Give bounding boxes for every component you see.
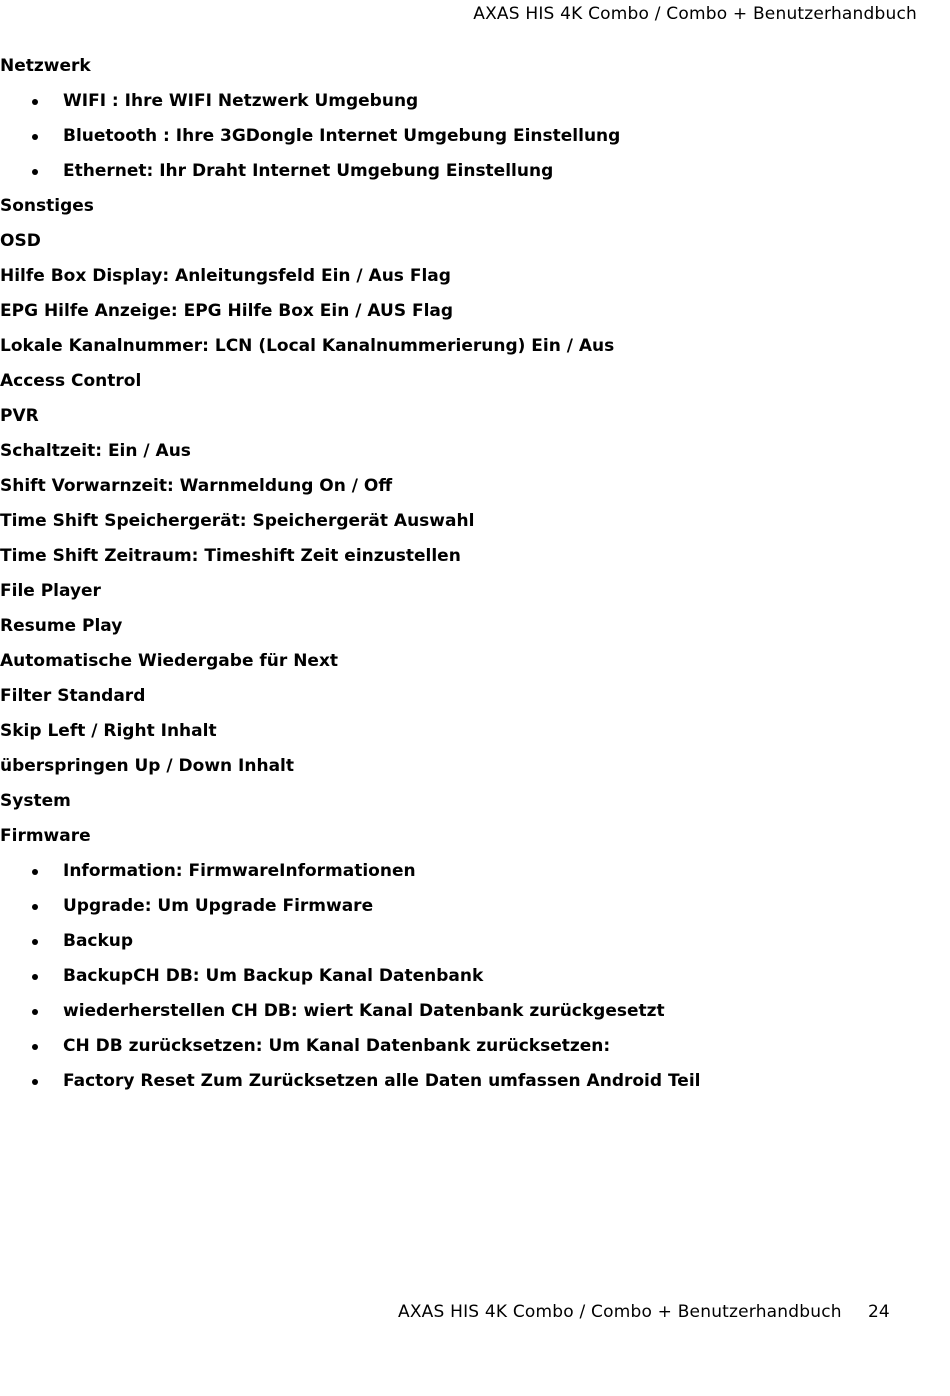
line-text: Time Shift Zeitraum: Timeshift Zeit einzustellen — [0, 546, 461, 566]
bullet-list-item — [0, 1064, 900, 1099]
line-text: Backup — [63, 931, 134, 951]
line-text: Filter Standard — [0, 686, 146, 706]
bullet-list-item — [0, 119, 900, 154]
bullet-list-item — [0, 84, 900, 119]
page-header: AXAS HIS 4K Combo / Combo + Benutzerhandbuch — [473, 4, 917, 24]
bullet-list-item — [0, 994, 900, 1029]
line-text: EPG Hilfe Anzeige: EPG Hilfe Box Ein / AUS Flag — [0, 301, 454, 321]
line-text: Information: FirmwareInformationen — [63, 861, 416, 881]
line-text: Netzwerk — [0, 56, 91, 76]
text-line — [0, 609, 900, 644]
text-line — [0, 434, 900, 469]
line-text: Skip Left / Right Inhalt — [0, 721, 217, 741]
text-line — [0, 329, 900, 364]
line-text: Resume Play — [0, 616, 123, 636]
line-text: BackupCH DB: Um Backup Kanal Datenbank — [63, 966, 484, 986]
bullet-icon — [32, 869, 38, 875]
text-line — [0, 224, 900, 259]
bullet-list-item — [0, 959, 900, 994]
bullet-icon — [32, 1009, 38, 1015]
line-text: Lokale Kanalnummer: LCN (Local Kanalnummerierung) Ein / Aus — [0, 336, 615, 356]
text-line — [0, 259, 900, 294]
bullet-icon — [32, 99, 38, 105]
bullet-list-item — [0, 854, 900, 889]
text-line — [0, 399, 900, 434]
line-text: PVR — [0, 406, 39, 426]
line-text: Access Control — [0, 371, 142, 391]
bullet-icon — [32, 169, 38, 175]
page-footer: AXAS HIS 4K Combo / Combo + Benutzerhandbuch — [398, 1302, 842, 1322]
text-line — [0, 294, 900, 329]
bullet-icon — [32, 904, 38, 910]
text-line — [0, 714, 900, 749]
line-text: System — [0, 791, 71, 811]
document-body — [0, 49, 900, 1099]
line-text: File Player — [0, 581, 101, 601]
line-text: Bluetooth : Ihre 3GDongle Internet Umgebung Einstellung — [63, 126, 621, 146]
bullet-icon — [32, 1044, 38, 1050]
text-line — [0, 504, 900, 539]
text-line — [0, 819, 900, 854]
line-text: Schaltzeit: Ein / Aus — [0, 441, 191, 461]
bullet-icon — [32, 134, 38, 140]
text-line — [0, 749, 900, 784]
line-text: CH DB zurücksetzen: Um Kanal Datenbank zurücksetzen: — [63, 1036, 611, 1056]
line-text: Time Shift Speichergerät: Speichergerät Auswahl — [0, 511, 475, 531]
text-line — [0, 784, 900, 819]
text-line — [0, 364, 900, 399]
line-text: Hilfe Box Display: Anleitungsfeld Ein / Aus Flag — [0, 266, 451, 286]
text-line — [0, 574, 900, 609]
bullet-list-item — [0, 889, 900, 924]
text-line — [0, 539, 900, 574]
line-text: OSD — [0, 231, 41, 251]
line-text: Shift Vorwarnzeit: Warnmeldung On / Off — [0, 476, 393, 496]
line-text: WIFI : Ihre WIFI Netzwerk Umgebung — [63, 91, 419, 111]
bullet-list-item — [0, 154, 900, 189]
line-text: Upgrade: Um Upgrade Firmware — [63, 896, 374, 916]
bullet-icon — [32, 1079, 38, 1085]
text-line — [0, 49, 900, 84]
bullet-list-item — [0, 1029, 900, 1064]
line-text: überspringen Up / Down Inhalt — [0, 756, 294, 776]
line-text: Automatische Wiedergabe für Next — [0, 651, 339, 671]
bullet-icon — [32, 939, 38, 945]
line-text: Sonstiges — [0, 196, 94, 216]
line-text: Ethernet: Ihr Draht Internet Umgebung Einstellung — [63, 161, 554, 181]
page-number: 24 — [868, 1302, 890, 1322]
bullet-list-item — [0, 924, 900, 959]
bullet-icon — [32, 974, 38, 980]
line-text: Firmware — [0, 826, 91, 846]
text-line — [0, 644, 900, 679]
line-text: Factory Reset Zum Zurücksetzen alle Daten umfassen Android Teil — [63, 1071, 701, 1091]
text-line — [0, 469, 900, 504]
line-text: wiederherstellen CH DB: wiert Kanal Datenbank zurückgesetzt — [63, 1001, 665, 1021]
text-line — [0, 679, 900, 714]
text-line — [0, 189, 900, 224]
